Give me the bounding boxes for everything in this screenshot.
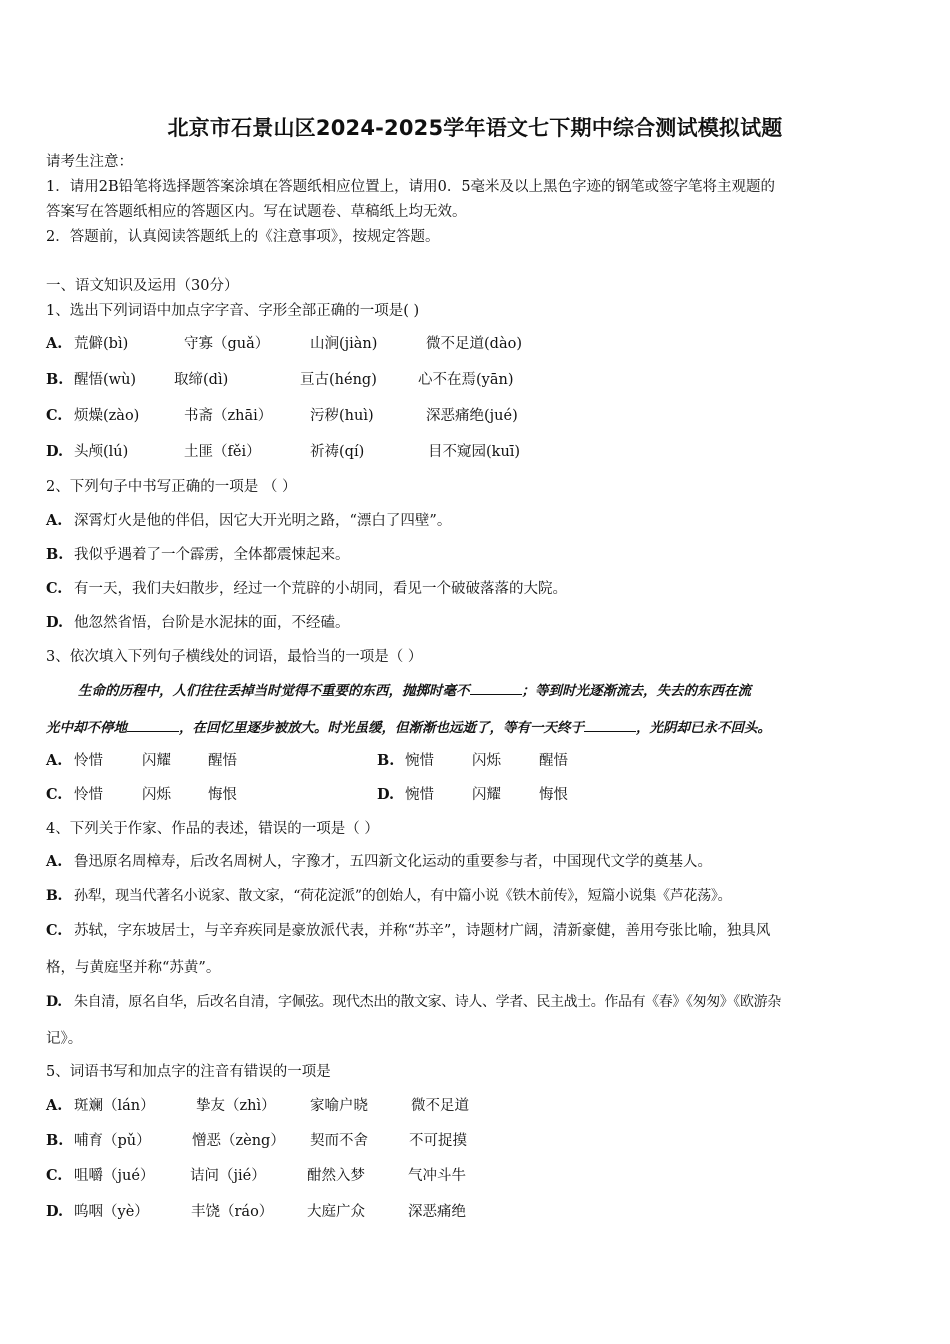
- option-item: 土匪（fěi）: [184, 444, 261, 460]
- option-key: A.: [46, 1097, 63, 1114]
- option-item: 大庭广众: [307, 1204, 365, 1220]
- option-item: 微不足道(dào): [426, 336, 522, 352]
- q2-stem: 2、下列句子中书写正确的一项是 （ ）: [46, 479, 297, 495]
- option-item: 惋惜: [405, 787, 434, 803]
- fill-blank-3: [584, 717, 636, 732]
- option-text: 朱自清，原名自华，后改名自清，字佩弦。现代杰出的散文家、诗人、学者、民主战士。作品有《春》《匆匆》《欧游杂: [74, 994, 781, 1010]
- fill-blank-2: [127, 717, 179, 732]
- option-item: 惋惜: [405, 753, 434, 769]
- q2-option-c: [46, 579, 567, 599]
- option-item: 悔恨: [208, 787, 237, 803]
- passage-text: ，光阴却已永不回头。: [636, 720, 771, 736]
- option-key: C.: [46, 1167, 63, 1184]
- option-item: 丰饶（ráo）: [191, 1204, 274, 1220]
- option-key: C.: [46, 786, 63, 803]
- option-item: 哺育（pǔ）: [74, 1133, 151, 1149]
- option-item: 酣然入梦: [307, 1168, 365, 1184]
- q4-option-d: [46, 992, 781, 1012]
- option-key: A.: [46, 335, 63, 352]
- passage-text: ，在回忆里逐步被放大。时光虽缓，但渐渐也远逝了，等有一天终于: [179, 720, 584, 736]
- option-item: 闪耀: [142, 753, 171, 769]
- option-key: B.: [46, 1132, 64, 1149]
- q4-option-b: [46, 886, 731, 906]
- notice-item-1b: 答案写在答题纸相应的答题区内。写在试题卷、草稿纸上均无效。: [46, 204, 467, 220]
- option-key: B.: [46, 371, 64, 388]
- passage-text: 光中却不停地: [46, 720, 127, 736]
- option-text: 深霄灯火是他的伴侣，因它大开光明之路，“漂白了四壁”。: [74, 513, 452, 529]
- option-item: 醒悟: [208, 753, 237, 769]
- q2-option-b: [46, 545, 350, 565]
- option-item: 呜咽（yè）: [74, 1204, 149, 1220]
- fill-blank-1: [470, 680, 522, 695]
- option-item: 气冲斗牛: [408, 1168, 466, 1184]
- q2-option-d: [46, 613, 350, 633]
- q4-stem: 4、下列关于作家、作品的表述，错误的一项是（ ）: [46, 821, 379, 837]
- option-item: 斑斓（lán）: [74, 1098, 155, 1114]
- option-item: 亘古(héng): [300, 372, 377, 388]
- option-key: B.: [377, 752, 395, 769]
- q5-stem: 5、词语书写和加点字的注音有错误的一项是: [46, 1064, 331, 1080]
- option-item: 闪烁: [472, 753, 501, 769]
- option-key: A.: [46, 853, 63, 870]
- option-key: B.: [46, 888, 63, 904]
- option-key: D.: [377, 786, 395, 803]
- option-item: 深恶痛绝: [408, 1204, 466, 1220]
- q4-option-c-cont: 格，与黄庭坚并称“苏黄”。: [46, 960, 221, 976]
- option-text: 我似乎遇着了一个霹雳，全体都震悚起来。: [74, 547, 350, 563]
- option-item: 微不足道: [411, 1098, 469, 1114]
- page-title: 北京市石景山区2024-2025学年语文七下期中综合测试模拟试题: [167, 116, 783, 140]
- q4-option-d-cont: 记》。: [46, 1031, 83, 1047]
- option-item: 醒悟(wù): [74, 372, 137, 388]
- q3-passage-line-1: [78, 680, 751, 701]
- option-item: 契而不舍: [310, 1133, 368, 1149]
- option-item: 怜惜: [74, 753, 103, 769]
- option-item: 山涧(jiàn): [310, 336, 378, 352]
- option-item: 闪烁: [142, 787, 171, 803]
- q1-stem: 1、选出下列词语中加点字字音、字形全部正确的一项是( ): [46, 303, 420, 319]
- option-item: 污秽(huì): [310, 408, 374, 424]
- q3-passage-line-2: [46, 717, 771, 738]
- notice-heading: 请考生注意：: [46, 154, 133, 170]
- option-item: 闪耀: [472, 787, 501, 803]
- option-key: C.: [46, 580, 63, 597]
- option-text: 有一天，我们夫妇散步，经过一个荒辟的小胡同，看见一个破破落落的大院。: [74, 581, 567, 597]
- option-item: 书斋（zhāi）: [184, 408, 273, 424]
- option-text: 鲁迅原名周樟寿，后改名周树人，字豫才，五四新文化运动的重要参与者，中国现代文学的奠基人。: [74, 854, 712, 870]
- option-item: 心不在焉(yān): [418, 372, 514, 388]
- notice-item-1a: 1．请用2B铅笔将选择题答案涂填在答题纸相应位置上，请用0．5毫米及以上黑色字迹的钢笔或签字笔将主观题的: [46, 179, 776, 195]
- option-item: 咀嚼（jué）: [74, 1168, 155, 1184]
- option-key: A.: [46, 512, 63, 529]
- option-item: 挚友（zhì）: [196, 1098, 276, 1114]
- option-item: 怜惜: [74, 787, 103, 803]
- q2-option-a: [46, 511, 451, 531]
- option-item: 不可捉摸: [409, 1133, 467, 1149]
- option-item: 守寡（guǎ）: [184, 336, 270, 352]
- passage-text: 生命的历程中，人们往往丢掉当时觉得不重要的东西，抛掷时毫不: [78, 683, 470, 699]
- option-key: C.: [46, 922, 63, 939]
- option-text: 他忽然省悟，台阶是水泥抹的面，不经磕。: [74, 615, 350, 631]
- q4-option-a: [46, 852, 712, 872]
- option-item: 烦燥(zào): [74, 408, 140, 424]
- option-item: 头颅(lú): [74, 444, 129, 460]
- passage-text: ；等到时光逐渐流去，失去的东西在流: [521, 683, 751, 699]
- q3-stem: 3、依次填入下列句子横线处的词语，最恰当的一项是（ ）: [46, 649, 423, 665]
- q4-option-c: [46, 921, 770, 941]
- option-text: 苏轼，字东坡居士，与辛弃疾同是豪放派代表，并称“苏辛”，诗题材广阔，清新豪健，善用夸张比喻，独具风: [74, 923, 771, 939]
- option-key: A.: [46, 752, 63, 769]
- option-item: 诘问（jié）: [190, 1168, 266, 1184]
- option-text: 孙犁，现当代著名小说家、散文家，“荷花淀派”的创始人，有中篇小说《铁木前传》，短篇小说集《芦花荡》。: [74, 888, 732, 904]
- option-item: 荒僻(bì): [74, 336, 129, 352]
- option-item: 家喻户晓: [310, 1098, 368, 1114]
- option-item: 深恶痛绝(jué): [426, 408, 518, 424]
- option-key: B.: [46, 546, 64, 563]
- option-item: 目不窥园(kuī): [428, 444, 521, 460]
- option-key: D.: [46, 443, 64, 460]
- option-key: D.: [46, 614, 64, 631]
- option-item: 悔恨: [539, 787, 568, 803]
- option-item: 祈祷(qí): [310, 444, 365, 460]
- notice-item-2: 2．答题前，认真阅读答题纸上的《注意事项》，按规定答题。: [46, 229, 440, 245]
- option-key: C.: [46, 407, 63, 424]
- option-item: 醒悟: [539, 753, 568, 769]
- option-item: 取缔(dì): [174, 372, 229, 388]
- option-key: D.: [46, 1203, 64, 1220]
- option-key: D.: [46, 994, 62, 1010]
- option-item: 憎恶（zèng）: [192, 1133, 285, 1149]
- section-heading: 一、语文知识及运用（30分）: [46, 278, 239, 294]
